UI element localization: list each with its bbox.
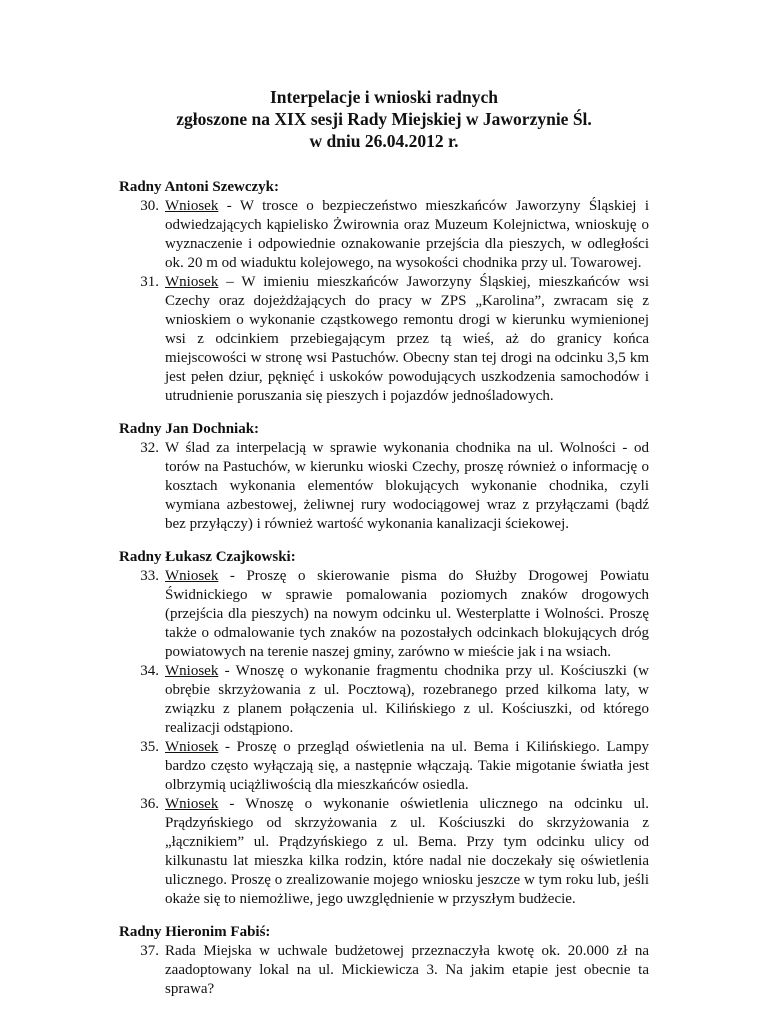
item-text: – W imieniu mieszkańców Jaworzyny Śląskiej, mieszkańców wsi Czechy oraz dojeżdżających do pracy w ZPS „Karolina”, zwracam się z wnioskiem o wykonanie cząstkowego remontu drogi w kierunku wymienionej wsi z odcinkiem przebiegającym przez tą wieś, aż do granicy końca miejscowości w stronę wsi Pastuchów. Obecny stan tej drogi na odcinku 3,5 km jest pełen dziur, pęknięć i uskoków powodujących uszkodzenia samochodów i utrudnienie poruszania się pieszych i pojazdów jednośladowych. [165, 274, 649, 404]
item-type: Wniosek [165, 796, 219, 812]
item-number: 34. [140, 663, 159, 679]
title-line-2: zgłoszone na XIX sesji Rady Miejskiej w Jaworzynie Śl. [176, 109, 592, 129]
councillor-name: Radny Jan Dochniak: [119, 421, 260, 437]
list-item [119, 197, 649, 273]
item-body [165, 942, 649, 999]
section-antoni-szewczyk [119, 178, 649, 406]
item-type: Wniosek [165, 568, 219, 584]
item-text: - Wnoszę o wykonanie oświetlenia ulicznego na odcinku ul. Prądzyńskiego od skrzyżowania z ul. Kościuszki do skrzyżowania z „łącznikiem” ul. Prądzyńskiego z ul. Bema. Przy tym odcinku ulicy od kilkunastu lat mieszka kilka rodzin, które nadal nie doczekały się oświetlenia ulicznego. Proszę o zrealizowanie mojego wniosku jeszcze w tym roku lub, jeśli okaże się to niemożliwe, jego uwzględnienie w przyszłym budżecie. [165, 796, 649, 907]
list-item [119, 662, 649, 738]
list-item [119, 439, 649, 534]
item-type: Wniosek [165, 663, 219, 679]
item-body [165, 439, 649, 534]
list-item [119, 567, 649, 662]
section-hieronim-fabis [119, 923, 649, 999]
item-number: 33. [140, 568, 159, 584]
item-number: 31. [140, 274, 159, 290]
item-text: Rada Miejska w uchwale budżetowej przeznaczyła kwotę ok. 20.000 zł na zaadoptowany lokal na ul. Mickiewicza 3. Na jakim etapie jest obecnie ta sprawa? [165, 943, 649, 997]
councillor-name: Radny Hieronim Fabiś: [119, 924, 271, 940]
item-type: Wniosek [165, 739, 219, 755]
item-type: Wniosek [165, 198, 219, 214]
document-title [0, 86, 768, 152]
councillor-name: Radny Łukasz Czajkowski: [119, 549, 296, 565]
item-body [165, 273, 649, 406]
item-number: 35. [140, 739, 159, 755]
item-body [165, 662, 649, 738]
list-item [119, 738, 649, 795]
list-item [119, 942, 649, 999]
list-item [119, 273, 649, 406]
item-number: 36. [140, 796, 159, 812]
list-item [119, 795, 649, 909]
item-text: - Wnoszę o wykonanie fragmentu chodnika przy ul. Kościuszki (w obrębie skrzyżowania z ul. Pocztową), rozebranego przed kilkoma laty, w związku z planem połączenia ul. Kilińskiego z ul. Kościuszki, od którego realizacji odstąpiono. [165, 663, 649, 736]
document-content [119, 178, 649, 1013]
item-text: W ślad za interpelacją w sprawie wykonania chodnika na ul. Wolności - od torów na Pastuchów, w kierunku wioski Czechy, proszę również o informację o kosztach wykonania elementów blokujących wykonanie chodnika, czyli wymiana azbestowej, żeliwnej rury wodociągowej wraz z przyłączami (bądź bez przyłączy) i również wartość wykonania kanalizacji ściekowej. [165, 440, 649, 532]
item-body [165, 567, 649, 662]
title-line-3: w dniu 26.04.2012 r. [309, 131, 459, 151]
item-type: Wniosek [165, 274, 219, 290]
item-number: 37. [140, 943, 159, 959]
item-body [165, 795, 649, 909]
section-lukasz-czajkowski [119, 548, 649, 909]
item-text: - W trosce o bezpieczeństwo mieszkańców Jaworzyny Śląskiej i odwiedzających kąpielisko Żwirownia oraz Muzeum Kolejnictwa, wnioskuję o wyznaczenie i odpowiednie oznakowanie przejścia dla pieszych, w odległości ok. 20 m od wiaduktu kolejowego, na wysokości chodnika przy ul. Towarowej. [165, 198, 649, 271]
item-body [165, 197, 649, 273]
title-line-1: Interpelacje i wnioski radnych [270, 87, 498, 107]
councillor-name: Radny Antoni Szewczyk: [119, 179, 280, 195]
item-number: 30. [140, 198, 159, 214]
item-text: - Proszę o przegląd oświetlenia na ul. Bema i Kilińskiego. Lampy bardzo często wyłączają się, a następnie włączają. Takie migotanie światła jest olbrzymią uciążliwością dla mieszkańców osiedla. [165, 739, 649, 793]
item-number: 32. [140, 440, 159, 456]
item-text: - Proszę o skierowanie pisma do Służby Drogowej Powiatu Świdnickiego w sprawie pomalowania poziomych znaków drogowych (przejścia dla pieszych) na nowym odcinku ul. Westerplatte i Wolności. Proszę także o odmalowanie tych znaków na pozostałych odcinkach blokujących dróg powiatowych na terenie naszej gminy, zarówno w mieście jak i na wsiach. [165, 568, 649, 660]
item-body [165, 738, 649, 795]
section-jan-dochniak [119, 420, 649, 534]
